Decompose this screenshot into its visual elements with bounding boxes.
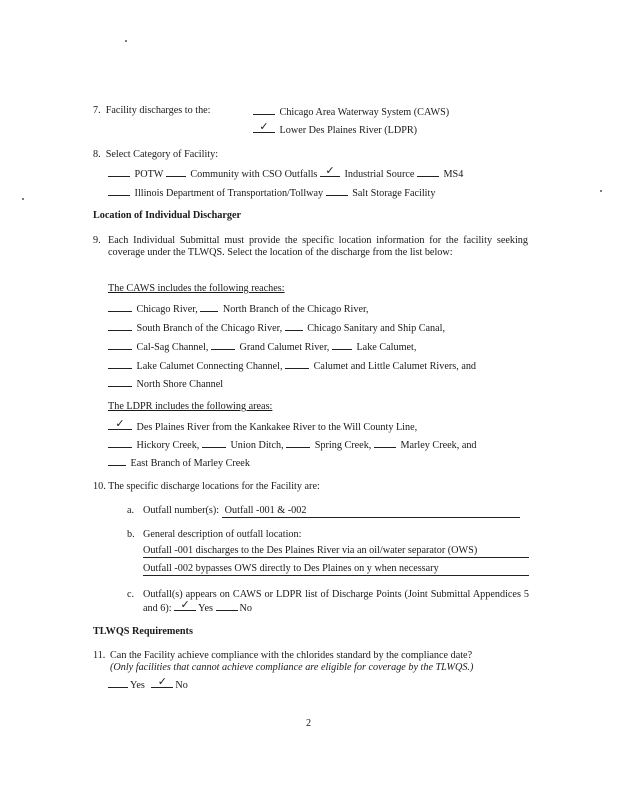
- q8-idot-checkbox[interactable]: [108, 186, 130, 196]
- q11-note: (Only facilities that cannot achieve compliance are eligible for coverage by the TLWQS.): [110, 662, 474, 673]
- marley-label: Marley Creek, and: [400, 440, 477, 451]
- caws-row3: [108, 340, 416, 354]
- q11-answers: [108, 678, 188, 692]
- q10-number: 10.: [93, 481, 106, 492]
- cal-sag-label: Cal-Sag Channel,: [136, 342, 209, 353]
- lake-calumet-conn-checkbox[interactable]: [108, 359, 132, 369]
- q7-ldpr-label: Lower Des Plaines River (LDPR): [279, 125, 418, 136]
- location-heading: Location of Individual Discharger: [93, 210, 242, 221]
- cal-sag-checkbox[interactable]: [108, 340, 132, 350]
- ldpr-row2: [108, 438, 477, 452]
- outfall-description-text1: Outfall -001 discharges to the Des Plaines River via an oil/water separator (OWS): [143, 545, 478, 556]
- q8-options-row2: [108, 186, 435, 200]
- q8-potw-checkbox[interactable]: [108, 167, 130, 177]
- caws-row4: [108, 359, 476, 373]
- q10c-no-checkbox[interactable]: [216, 601, 238, 611]
- outfall-number-value: Outfall -001 & -002: [224, 505, 307, 516]
- q8-cso-label: Community with CSO Outfalls: [190, 169, 318, 180]
- q10c-letter: c.: [127, 589, 135, 600]
- lake-calumet-label: Lake Calumet,: [356, 342, 417, 353]
- des-plaines-label: Des Plaines River from the Kankakee River to the Will County Line,: [136, 422, 418, 433]
- q9-instructions: Each Individual Submittal must provide the specific location information for the facility seeking coverage under the TLWQS. Select the location of the discharge from the list below:: [108, 235, 528, 258]
- check-mark-icon: ✓: [325, 165, 335, 177]
- spring-checkbox[interactable]: [286, 438, 310, 448]
- north-branch-label: North Branch of the Chicago River,: [222, 304, 369, 315]
- q10-row: [93, 481, 320, 493]
- north-shore-checkbox[interactable]: [108, 377, 132, 387]
- check-mark-icon: ✓: [259, 121, 269, 133]
- lake-calumet-checkbox[interactable]: [332, 340, 352, 350]
- q10c-yes-label: Yes: [198, 603, 213, 614]
- q8-potw-label: POTW: [134, 169, 164, 180]
- q8-number: 8.: [93, 149, 101, 160]
- q8-ms4-checkbox[interactable]: [417, 167, 439, 177]
- union-label: Union Ditch,: [230, 440, 284, 451]
- q7-caws-checkbox[interactable]: [253, 105, 275, 115]
- lake-calumet-conn-label: Lake Calumet Connecting Channel,: [136, 361, 283, 372]
- scan-speck: [22, 198, 24, 200]
- q11-no-label: No: [175, 680, 188, 691]
- caws-heading: The CAWS includes the following reaches:: [108, 283, 285, 294]
- q8-ms4-label: MS4: [443, 169, 464, 180]
- q11-no-checkbox[interactable]: [151, 678, 173, 688]
- q11-question: Can the Facility achieve compliance with the chlorides standard by the compliance date?: [110, 650, 473, 661]
- sanitary-canal-label: Chicago Sanitary and Ship Canal,: [307, 323, 446, 334]
- scan-speck: [125, 40, 127, 42]
- q8-options-row1: [108, 167, 463, 181]
- ldpr-row1: [108, 420, 417, 434]
- chicago-river-checkbox[interactable]: [108, 302, 132, 312]
- q8-salt-label: Salt Storage Facility: [352, 188, 436, 199]
- q8-salt-checkbox[interactable]: [326, 186, 348, 196]
- check-mark-icon: ✓: [180, 599, 190, 611]
- q11-yes-checkbox[interactable]: [108, 678, 128, 688]
- q11-yes-label: Yes: [130, 680, 145, 691]
- q10c-text: Outfall(s) appears on CAWS or LDPR list of Discharge Points (Joint Submittal Appendices 5 and 6):: [143, 589, 529, 614]
- q10a-label: Outfall number(s):: [143, 505, 220, 516]
- ldpr-row3: [108, 456, 250, 470]
- outfall-description-line1[interactable]: [143, 545, 529, 558]
- q9-number: 9.: [93, 235, 101, 246]
- q10b-label: General description of outfall location:: [143, 529, 302, 540]
- q7-caws-label: Chicago Area Waterway System (CAWS): [279, 107, 450, 118]
- hickory-label: Hickory Creek,: [136, 440, 200, 451]
- q7-label: Facility discharges to the:: [105, 105, 211, 116]
- sanitary-canal-checkbox[interactable]: [285, 321, 303, 331]
- q7-option-ldpr[interactable]: [253, 123, 417, 137]
- q10c-no-label: No: [239, 603, 252, 614]
- q10c-yes-checkbox[interactable]: [174, 601, 196, 611]
- grand-calumet-label: Grand Calumet River,: [239, 342, 330, 353]
- q8-industrial-checkbox[interactable]: [320, 167, 340, 177]
- page-number: 2: [306, 718, 312, 729]
- q10b-letter: b.: [127, 529, 135, 540]
- north-branch-checkbox[interactable]: [200, 302, 218, 312]
- check-mark-icon: ✓: [157, 676, 167, 688]
- south-branch-checkbox[interactable]: [108, 321, 132, 331]
- calumet-little-label: Calumet and Little Calumet Rivers, and: [313, 361, 477, 372]
- hickory-checkbox[interactable]: [108, 438, 132, 448]
- scan-speck: [600, 190, 602, 192]
- caws-row5: [108, 377, 223, 391]
- q8-idot-label: Illinois Department of Transportation/Tollway: [134, 188, 324, 199]
- chicago-river-label: Chicago River,: [136, 304, 198, 315]
- east-branch-checkbox[interactable]: [108, 456, 126, 466]
- check-mark-icon: ✓: [115, 418, 125, 430]
- union-checkbox[interactable]: [202, 438, 226, 448]
- q7-option-caws[interactable]: [253, 105, 449, 119]
- east-branch-label: East Branch of Marley Creek: [130, 458, 250, 469]
- q11-number: 11.: [93, 650, 106, 661]
- q10a-row: [143, 505, 520, 518]
- q8-label: Select Category of Facility:: [105, 149, 219, 160]
- requirements-heading: TLWQS Requirements: [93, 626, 193, 637]
- marley-checkbox[interactable]: [374, 438, 396, 448]
- north-shore-label: North Shore Channel: [136, 379, 224, 390]
- q10-label: The specific discharge locations for the Facility are:: [108, 481, 320, 492]
- q10c-text-block: [143, 589, 529, 615]
- q10a-letter: a.: [127, 505, 135, 516]
- ldpr-heading: The LDPR includes the following areas:: [108, 401, 273, 412]
- q8-industrial-label: Industrial Source: [344, 169, 415, 180]
- q8-row: [93, 149, 218, 161]
- outfall-description-text2: Outfall -002 bypasses OWS directly to Des Plaines on y when necessary: [143, 563, 439, 574]
- outfall-description-line2[interactable]: [143, 563, 529, 576]
- caws-row1: [108, 302, 369, 316]
- spring-label: Spring Creek,: [314, 440, 372, 451]
- q7-number: 7.: [93, 105, 101, 116]
- q8-cso-checkbox[interactable]: [166, 167, 186, 177]
- des-plaines-checkbox[interactable]: [108, 420, 132, 430]
- calumet-little-checkbox[interactable]: [285, 359, 309, 369]
- grand-calumet-checkbox[interactable]: [211, 340, 235, 350]
- outfall-number-field[interactable]: [222, 505, 520, 518]
- q7-ldpr-checkbox[interactable]: [253, 123, 275, 133]
- q7-row: [93, 105, 211, 117]
- south-branch-label: South Branch of the Chicago River,: [136, 323, 283, 334]
- caws-row2: [108, 321, 445, 335]
